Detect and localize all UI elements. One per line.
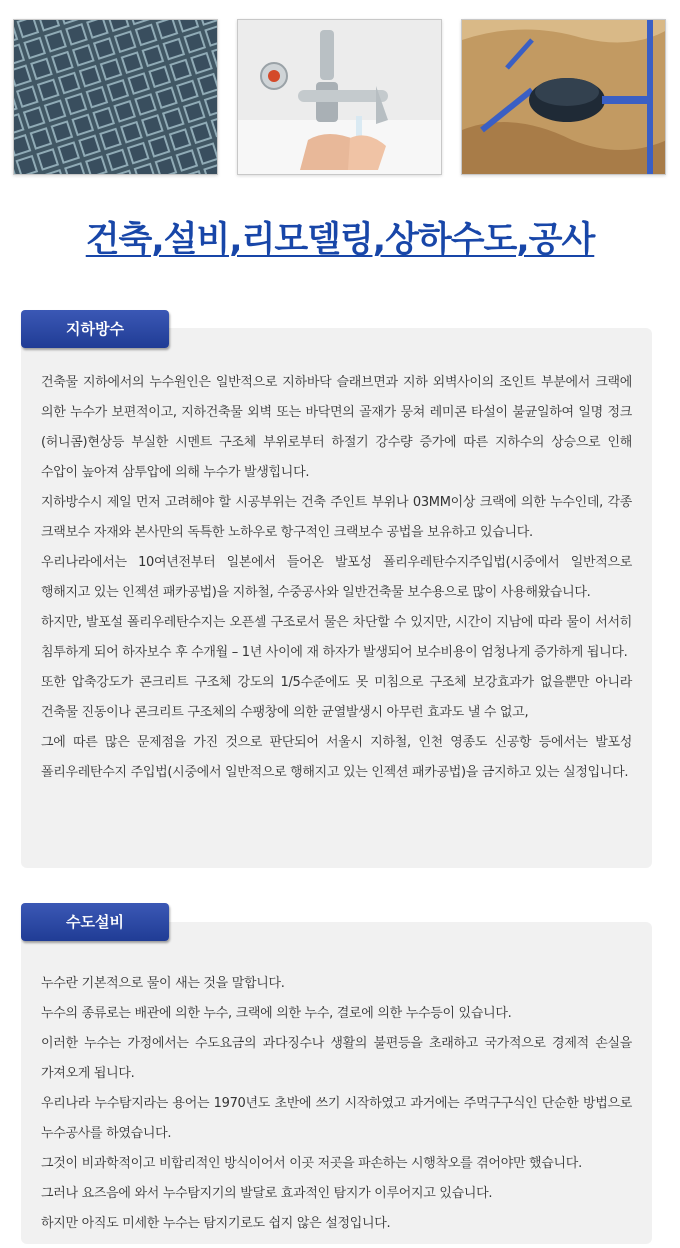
paragraph: 그러나 요즈음에 와서 누수탐지기의 발달로 효과적인 탐지가 이루어지고 있습니다. (41, 1186, 493, 1201)
paragraph: 이러한 누수는 가정에서는 수도요금의 과다징수나 생활의 불편등을 초래하고 국가적으로 경제적 손실을 가져오게 됩니다. (41, 1036, 632, 1081)
paragraph: 우리나라에서는 10여년전부터 일본에서 들어온 발포성 폴리우레탄수지주입법(시중에서 일반적으로 행해지고 있는 인젝션 패카공법)을 지하철, 수중공사와 일반건축물 보수용으로 많이 사용해왔습니다. (41, 555, 632, 600)
section-underground-waterproofing (21, 328, 652, 868)
section-tab-water-facilities: 수도설비 (21, 903, 169, 941)
section-body (21, 328, 652, 788)
page-title: 건축,설비,리모델링,상하수도,공사 (85, 220, 595, 260)
paragraph: 하지만 아직도 미세한 누수는 탐지기로도 쉽지 않은 설정입니다. (41, 1216, 391, 1231)
faucet-photo (237, 19, 442, 175)
paragraph: 또한 압축강도가 콘크리트 구조체 강도의 1/5수준에도 못 미침으로 구조체 보강효과가 없을뿐만 아니라 건축물 진동이나 콘크리트 구조체의 수팽창에 의한 균열발생시 아무런 효과도 낼 수 없고, (41, 675, 632, 720)
paragraph: 그것이 비과학적이고 비합리적인 방식이어서 이곳 저곳을 파손하는 시행착오를 겪어야만 했습니다. (41, 1156, 582, 1171)
paragraph: 건축물 지하에서의 누수원인은 일반적으로 지하바닥 슬래브면과 지하 외벽사이의 조인트 부분에서 크랙에 의한 누수가 보편적이고, 지하건축물 외벽 또는 바닥면의 골재가 뭉쳐 레미콘 타설이 불균일하여 일명 정크(허니콤)현상등 부실한 시멘트 구조체 부위로부터 하절기 강수량 증가에 따른 지하수의 상승으로 인해 수압이 높아져 삼투압에 의해 누수가 발생힙니다. (41, 375, 632, 480)
paragraph: 그에 따른 많은 문제점을 가진 것으로 판단되어 서울시 지하철, 인천 영종도 신공항 등에서는 발포성 폴리우레탄수지 주입법(시중에서 일반적으로 행해지고 있는 인젝션 패카공법)을 금지하고 있는 실정입니다. (41, 735, 632, 780)
section-body (21, 922, 652, 1239)
section-tab-underground-waterproofing: 지하방수 (21, 310, 169, 348)
grating-photo (13, 19, 218, 175)
paragraph: 우리나라 누수탐지라는 용어는 1970년도 초반에 쓰기 시작하였고 과거에는 주먹구구식인 단순한 방법으로 누수공사를 하였습니다. (41, 1096, 632, 1141)
paragraph: 지하방수시 제일 먼저 고려해야 할 시공부위는 건축 주인트 부위나 03MM이상 크랙에 의한 누수인데, 각종 크랙보수 자재와 본사만의 독특한 노하우로 항구적인 크랙보수 공법을 보유하고 있습니다. (41, 495, 632, 540)
paragraph: 누수란 기본적으로 물이 새는 것을 말합니다. (41, 976, 285, 991)
paragraph: 누수의 종류로는 배관에 의한 누수, 크랙에 의한 누수, 결로에 의한 누수등이 있습니다. (41, 1006, 512, 1021)
pipe-excavation-photo (461, 19, 666, 175)
paragraph: 하지만, 발포설 폴리우레탄수지는 오픈셀 구조로서 물은 차단할 수 있지만, 시간이 지남에 따라 물이 서서히 침투하게 되어 하자보수 후 수개월 – 1년 사이에 재 하자가 발생되어 보수비용이 엄청나게 증가하게 됩니다. (41, 615, 632, 660)
section-water-facilities (21, 922, 652, 1244)
